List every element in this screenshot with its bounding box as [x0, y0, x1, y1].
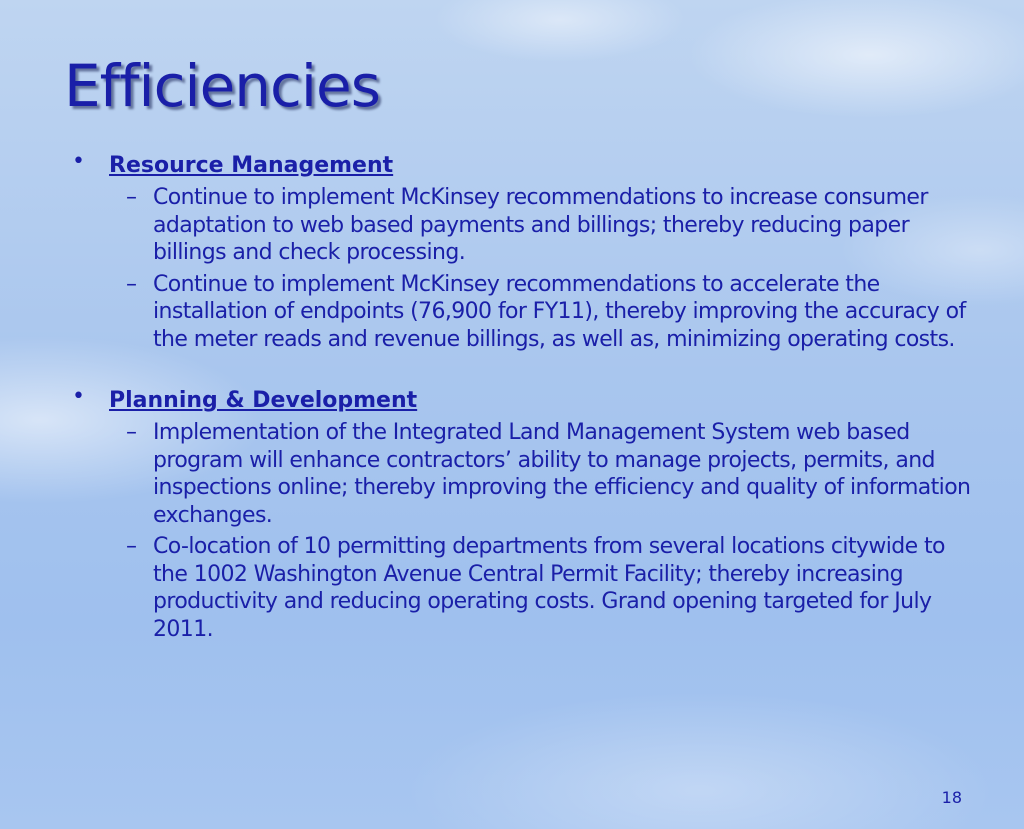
- sub-item: [109, 533, 982, 643]
- bullet-planning-development: [72, 385, 982, 643]
- sub-item: [109, 184, 982, 267]
- dash-icon: –: [126, 271, 137, 297]
- dash-icon: –: [126, 534, 137, 559]
- page-number: 18: [941, 788, 962, 807]
- sub-item: [109, 419, 982, 529]
- bullet-resource-management: [72, 150, 982, 353]
- sub-item-text: Continue to implement McKinsey recommendations to increase consumer adaptation to web based payments and billings; thereby reducing paper billings and check processing.: [153, 185, 928, 265]
- slide-content: [72, 150, 982, 675]
- sub-item: [109, 271, 982, 354]
- dash-icon: –: [126, 420, 137, 445]
- sub-item-text: Continue to implement McKinsey recommendations to accelerate the installation of endpoints (76,900 for FY11), thereby improving the accuracy of the meter reads and revenue billings, as well as, minimizing operating costs.: [153, 271, 966, 352]
- slide-title: Efficiencies: [64, 52, 380, 120]
- section-heading[interactable]: Planning & Development: [109, 388, 418, 413]
- sub-item-text: Implementation of the Integrated Land Management System web based program will enhance contractors’ ability to manage projects, permits, and inspections online; thereby improving the efficiency and quality of information exchanges.: [153, 420, 971, 528]
- bullet-dot-icon: •: [72, 149, 85, 174]
- section-heading[interactable]: Resource Management: [109, 153, 394, 178]
- dash-icon: –: [126, 185, 137, 210]
- bullet-dot-icon: •: [72, 384, 85, 409]
- sub-item-text: Co-location of 10 permitting departments from several locations citywide to the 1002 Washington Avenue Central Permit Facility; thereby increasing productivity and reducing operating costs. Grand opening targeted for July 2011.: [153, 534, 945, 642]
